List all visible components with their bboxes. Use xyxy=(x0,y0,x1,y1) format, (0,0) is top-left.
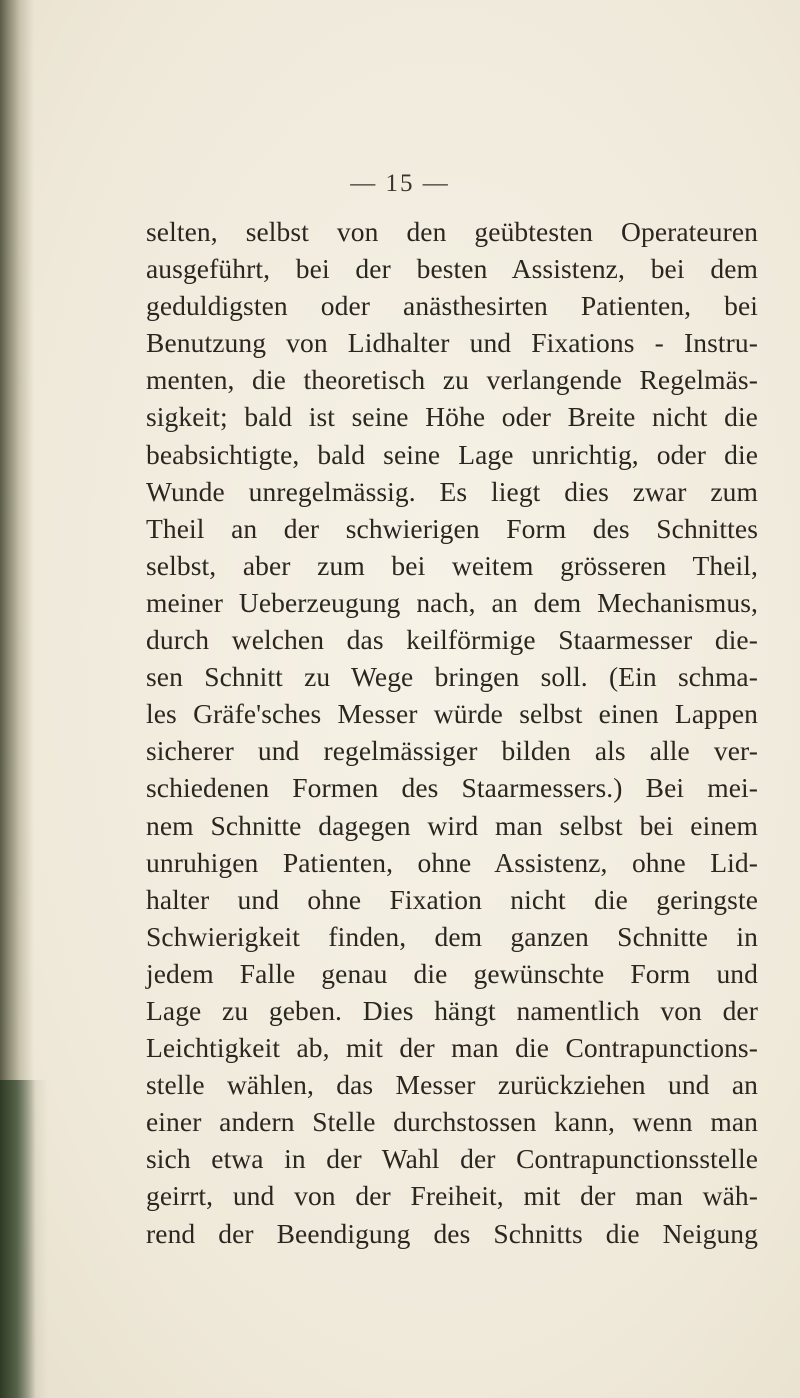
text-line: schiedenen Formen des Staarmessers.) Bei mei- xyxy=(146,772,758,804)
text-line: Wunde unregelmässig. Es liegt dies zwar zum xyxy=(146,475,758,507)
text-line: stelle wählen, das Messer zurückziehen und an xyxy=(146,1069,758,1101)
text-line: jedem Falle genau die gewünschte Form und xyxy=(146,957,758,989)
text-line: selten, selbst von den geübtesten Operateuren xyxy=(146,216,758,247)
text-line: selbst, aber zum bei weitem grösseren Theil, xyxy=(146,549,758,581)
text-line: Theil an der schwierigen Form des Schnittes xyxy=(146,512,758,544)
text-line: rend der Beendigung des Schnitts die Neigung xyxy=(146,1217,758,1249)
text-line: sich etwa in der Wahl der Contrapunctionsstelle xyxy=(146,1143,758,1175)
text-line: nem Schnitte dagegen wird man selbst bei einem xyxy=(146,809,758,841)
text-line: geirrt, und von der Freiheit, mit der man wäh- xyxy=(146,1180,758,1212)
text-line: meiner Ueberzeugung nach, an dem Mechanismus, xyxy=(146,586,758,618)
text-line: sicherer und regelmässiger bilden als alle ver- xyxy=(146,735,758,767)
text-line: les Gräfe'sches Messer würde selbst einen Lappen xyxy=(146,698,758,730)
page-number: — 15 — xyxy=(350,170,450,197)
text-line: einer andern Stelle durchstossen kann, wenn man xyxy=(146,1106,758,1138)
text-line: menten, die theoretisch zu verlangende Regelmäs- xyxy=(146,364,758,396)
text-line: Leichtigkeit ab, mit der man die Contrapunctions- xyxy=(146,1032,758,1064)
text-line: sen Schnitt zu Wege bringen soll. (Ein schma- xyxy=(146,661,758,693)
text-line: ausgeführt, bei der besten Assistenz, bei dem xyxy=(146,253,758,285)
text-line: sigkeit; bald ist seine Höhe oder Breite nicht die xyxy=(146,401,758,433)
text-line: Benutzung von Lidhalter und Fixations - Instru- xyxy=(146,327,758,359)
binding-edge-shadow xyxy=(0,1080,48,1398)
text-line: halter und ohne Fixation nicht die geringste xyxy=(146,883,758,915)
text-line: durch welchen das keilförmige Staarmesser die- xyxy=(146,624,758,656)
text-line: Lage zu geben. Dies hängt namentlich von der xyxy=(146,994,758,1026)
text-line: unruhigen Patienten, ohne Assistenz, ohne Lid- xyxy=(146,846,758,878)
text-line: Schwierigkeit finden, dem ganzen Schnitte in xyxy=(146,920,758,952)
text-line: beabsichtigte, bald seine Lage unrichtig, oder die xyxy=(146,438,758,470)
body-text xyxy=(146,213,758,1252)
text-line: geduldigsten oder anästhesirten Patienten, bei xyxy=(146,290,758,322)
